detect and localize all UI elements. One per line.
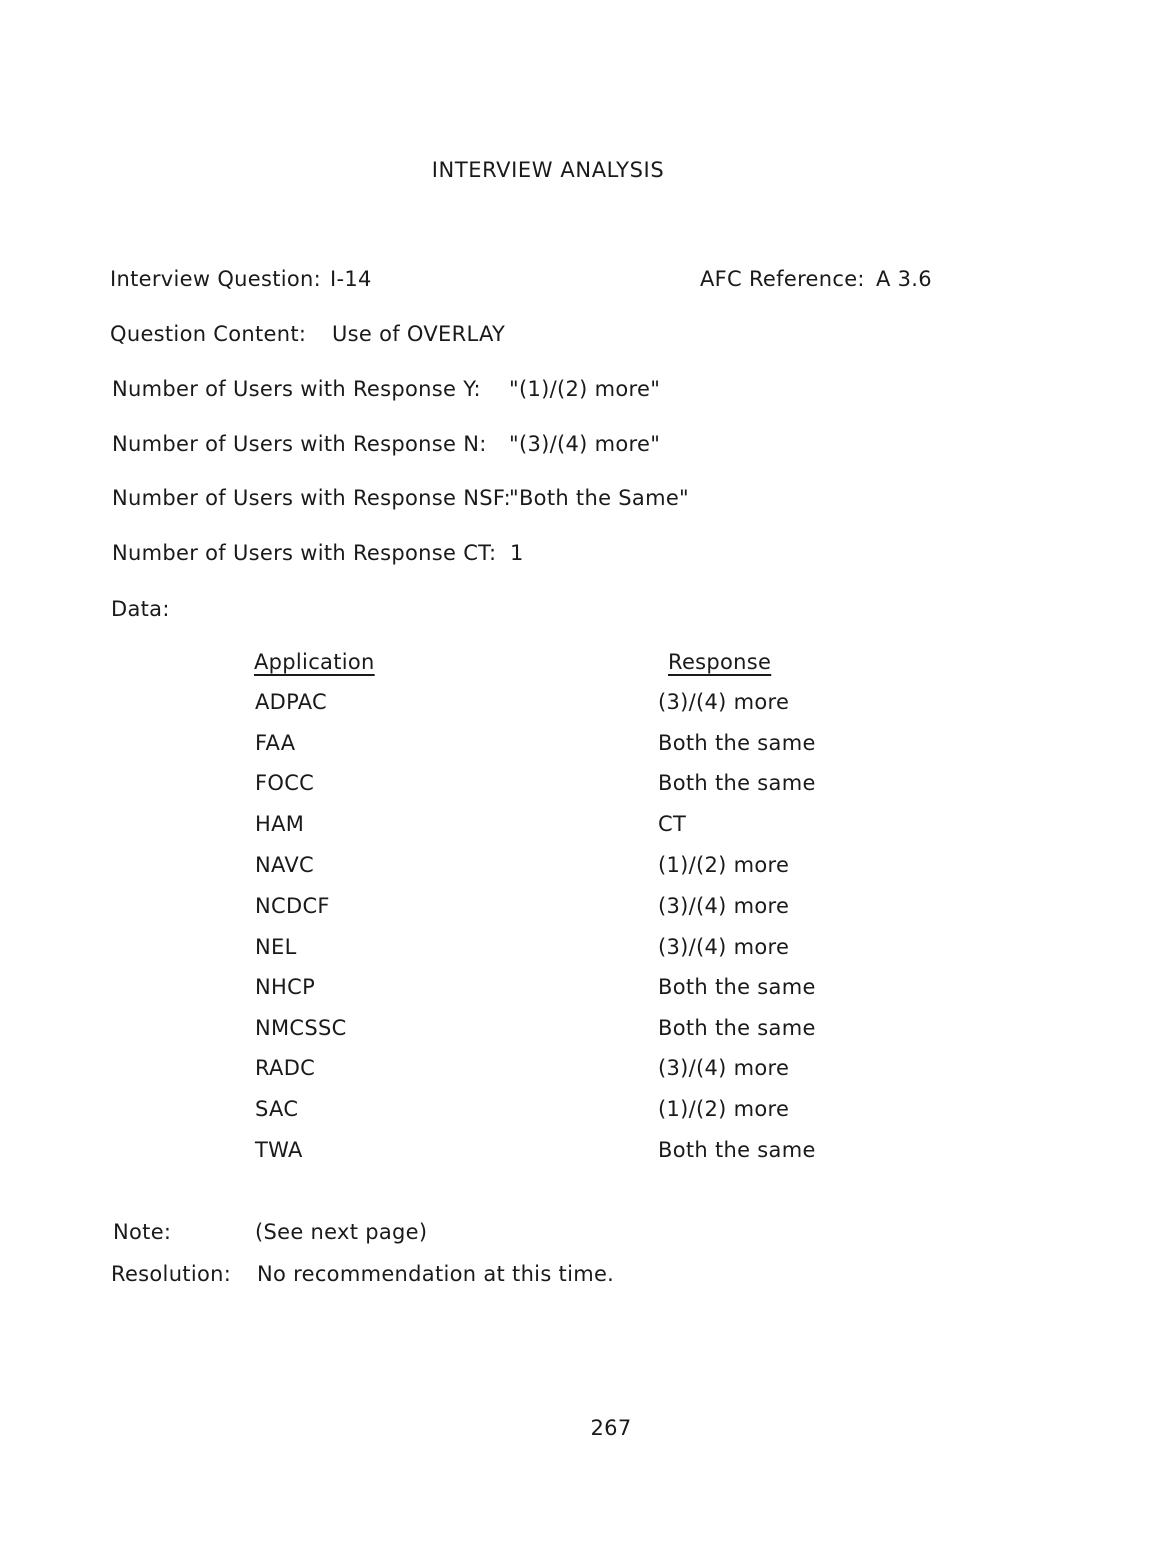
table-cell-response: Both the same — [658, 1016, 816, 1040]
resolution-value: No recommendation at this time. — [257, 1262, 615, 1286]
table-cell-response: Both the same — [658, 771, 816, 795]
afc-reference-value: A 3.6 — [876, 267, 932, 291]
note-value: (See next page) — [255, 1220, 428, 1244]
resolution-label: Resolution: — [111, 1262, 232, 1286]
response-nsf-label: Number of Users with Response NSF: — [112, 486, 511, 510]
table-cell-application: FOCC — [255, 771, 315, 795]
table-cell-response: Both the same — [658, 731, 816, 755]
table-cell-response: (3)/(4) more — [658, 935, 790, 959]
table-cell-application: NHCP — [255, 975, 316, 999]
table-cell-application: ADPAC — [255, 690, 328, 714]
page-number: 267 — [590, 1416, 632, 1440]
table-cell-response: (3)/(4) more — [658, 690, 790, 714]
response-nsf-value: "Both the Same" — [509, 486, 690, 510]
interview-question-value: I-14 — [330, 267, 372, 291]
response-n-value: "(3)/(4) more" — [509, 432, 661, 456]
table-cell-response: (3)/(4) more — [658, 894, 790, 918]
table-cell-response: CT — [658, 812, 687, 836]
response-y-value: "(1)/(2) more" — [509, 377, 661, 401]
page-title: INTERVIEW ANALYSIS — [431, 158, 665, 182]
table-cell-application: SAC — [255, 1097, 299, 1121]
table-cell-application: NMCSSC — [255, 1016, 347, 1040]
question-content-label: Question Content: — [110, 322, 307, 346]
table-cell-response: (3)/(4) more — [658, 1056, 790, 1080]
table-cell-application: NCDCF — [255, 894, 330, 918]
column-header-response: Response — [668, 650, 772, 674]
note-label: Note: — [113, 1220, 172, 1244]
table-cell-response: Both the same — [658, 975, 816, 999]
table-cell-application: TWA — [255, 1138, 303, 1162]
question-content-value: Use of OVERLAY — [332, 322, 506, 346]
response-y-label: Number of Users with Response Y: — [112, 377, 481, 401]
table-cell-response: (1)/(2) more — [658, 1097, 790, 1121]
afc-reference-label: AFC Reference: — [700, 267, 865, 291]
table-cell-application: HAM — [255, 812, 305, 836]
data-label: Data: — [111, 597, 170, 621]
table-cell-application: NEL — [255, 935, 297, 959]
interview-question-label: Interview Question: — [110, 267, 322, 291]
column-header-application: Application — [254, 650, 375, 674]
response-n-label: Number of Users with Response N: — [112, 432, 487, 456]
table-cell-response: Both the same — [658, 1138, 816, 1162]
table-cell-response: (1)/(2) more — [658, 853, 790, 877]
table-cell-application: RADC — [255, 1056, 316, 1080]
response-ct-value: 1 — [510, 541, 524, 565]
response-ct-label: Number of Users with Response CT: — [112, 541, 497, 565]
table-cell-application: FAA — [255, 731, 296, 755]
table-cell-application: NAVC — [255, 853, 314, 877]
